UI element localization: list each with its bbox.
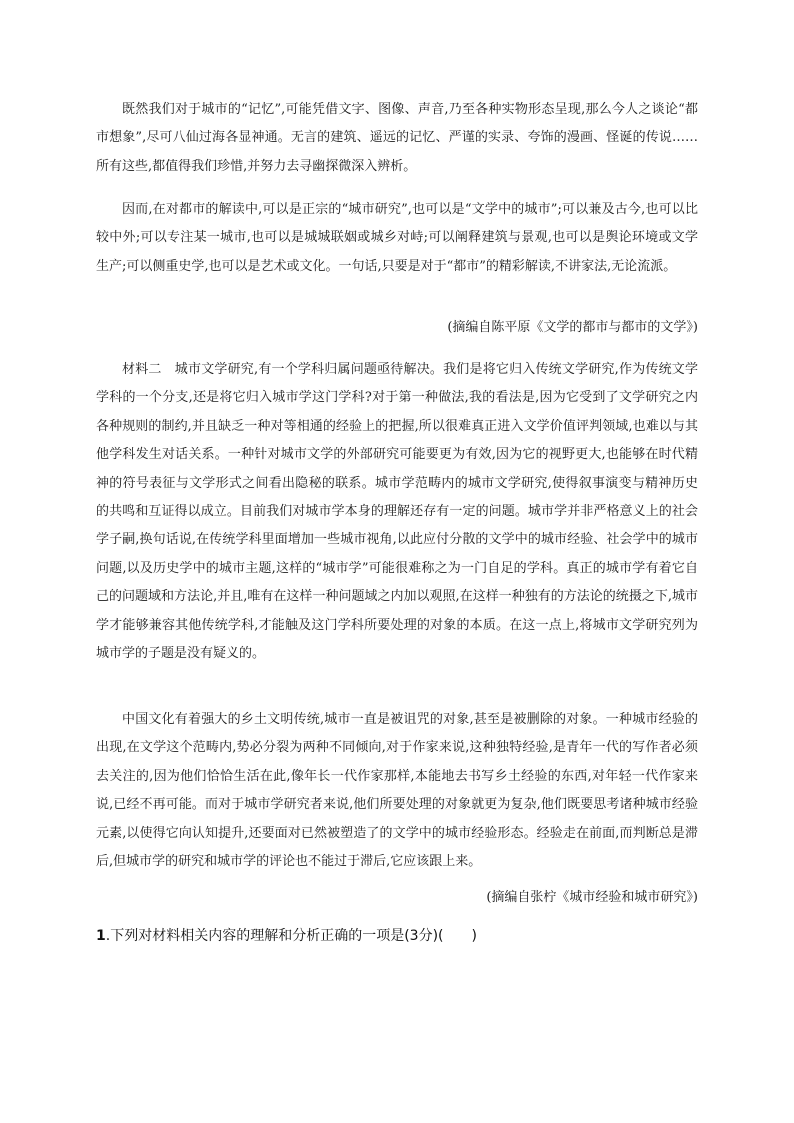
- material-one-source: (摘编自陈平原《文学的都市与都市的文学》): [447, 320, 698, 335]
- question-1: [96, 926, 477, 946]
- material-one-paragraph-2: 因而,在对都市的解读中,可以是正宗的“城市研究”,也可以是“文学中的城市”;可以兼及古今,也可以比较中外;可以专注某一城市,也可以是城城联姻或城乡对峙;可以阐释建筑与景观,也可以是舆论环境或文学生产;可以侧重史学,也可以是艺术或文化。一句话,只要是对于“都市”的精彩解读,不讲家法,无论流派。: [96, 202, 698, 274]
- material-two-source: (摘编自张柠《城市经验和城市研究》): [486, 890, 698, 905]
- material-one-paragraph-1: 既然我们对于城市的“记忆”,可能凭借文字、图像、声音,乃至各种实物形态呈现,那么今人之谈论“都市想象”,尽可八仙过海各显神通。无言的建筑、遥远的记忆、严谨的实录、夸饰的漫画、怪诞的传说……所有这些,都值得我们珍惜,并努力去寻幽探微深入辨析。: [96, 102, 698, 174]
- material-two-paragraph-2: 中国文化有着强大的乡土文明传统,城市一直是被诅咒的对象,甚至是被删除的对象。一种城市经验的出现,在文学这个范畴内,势必分裂为两种不同倾向,对于作家来说,这种独特经验,是青年一代的写作者必须去关注的,因为他们恰恰生活在此,像年长一代作家那样,本能地去书写乡土经验的东西,对年轻一代作家来说,已经不再可能。而对于城市学研究者来说,他们所要处理的对象就更为复杂,他们既要思考诸种城市经验元素,以使得它向认知提升,还要面对已然被塑造了的文学中的城市经验形态。经验走在前面,而判断总是滞后,但城市学的研究和城市学的评论也不能过于滞后,它应该跟上来。: [96, 712, 698, 870]
- material-two-paragraph-1: 材料二 城市文学研究,有一个学科归属问题亟待解决。我们是将它归入传统文学研究,作为传统文学学科的一个分支,还是将它归入城市学这门学科?对于第一种做法,我的看法是,因为它受到了文学研究之内各种规则的制约,并且缺乏一种对等相通的经验上的把握,所以很难真正进入文学价值评判领域,也难以与其他学科发生对话关系。一种针对城市文学的外部研究可能要更为有效,因为它的视野更大,也能够在时代精神的符号表征与文学形式之间看出隐秘的联系。城市学范畴内的城市文学研究,使得叙事演变与精神历史的共鸣和互证得以成立。目前我们对城市学本身的理解还存有一定的问题。城市学并非严格意义上的社会学子嗣,换句话说,在传统学科里面增加一些城市视角,以此应付分散的文学中的城市经验、社会学中的城市问题,以及历史学中的城市主题,这样的“城市学”可能很难称之为一门自足的学科。真正的城市学有着它自己的问题域和方法论,并且,唯有在这样一种问题域之内加以观照,在这样一种独有的方法论的统摄之下,城市学才能够兼容其他传统学科,才能触及这门学科所要处理的对象的本质。在这一点上,将城市文学研究列为城市学的子题是没有疑义的。: [96, 362, 698, 662]
- question-text: .下列对材料相关内容的理解和分析正确的一项是(3分)( ): [105, 928, 477, 944]
- question-number: 1: [96, 928, 106, 944]
